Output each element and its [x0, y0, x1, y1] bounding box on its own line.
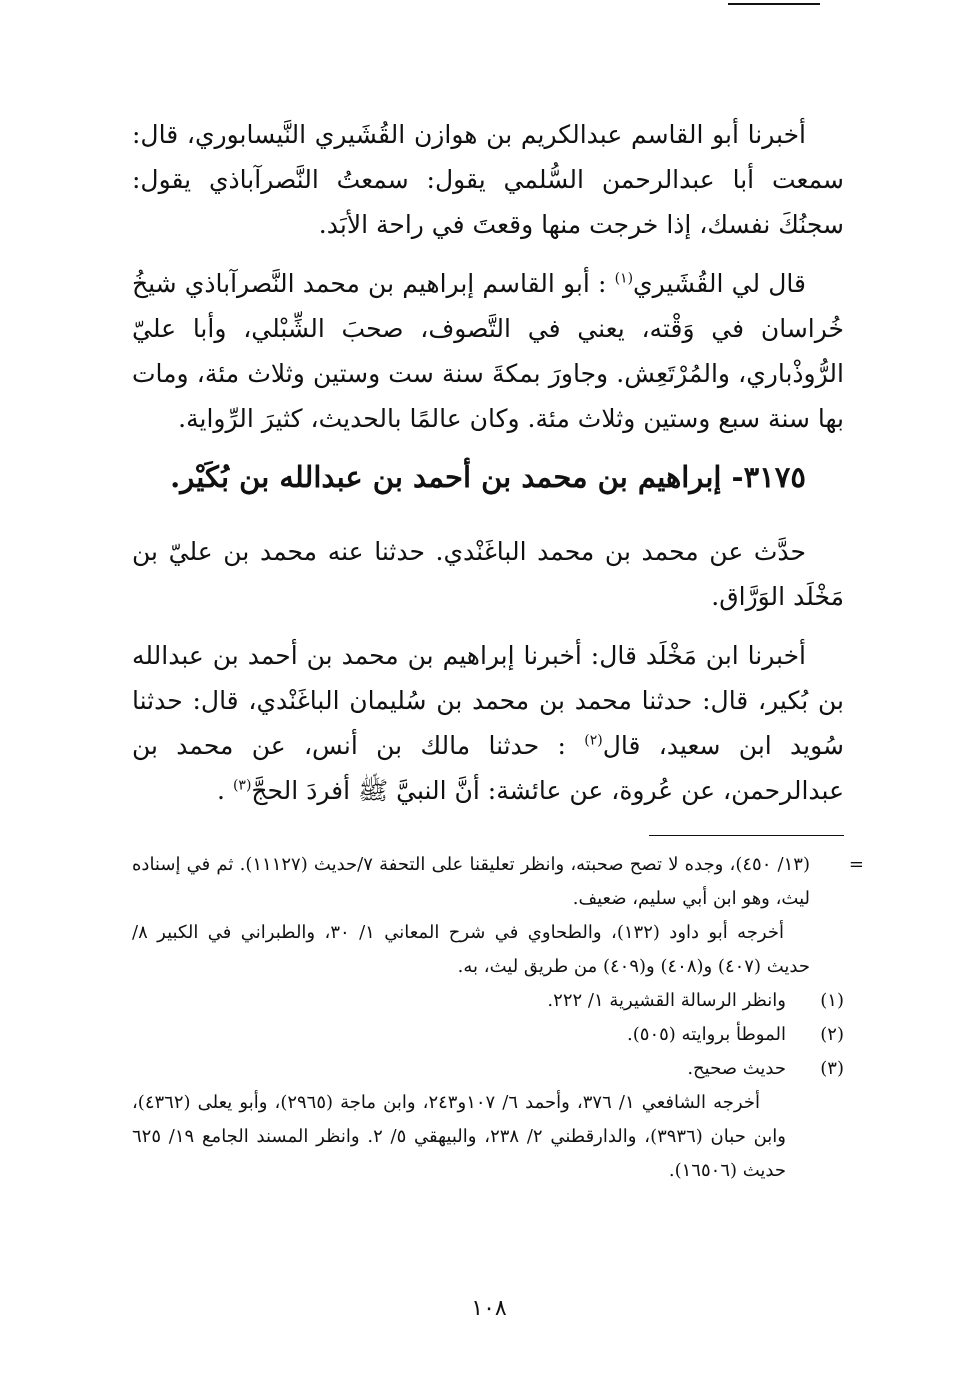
- paragraph-4: [132, 633, 844, 813]
- paragraph-1-text: أخبرنا أبو القاسم عبدالكريم بن هوازن القُشَيري النَّيسابوري، قال: سمعت أبا عبدالرحمن السُّلمي يقول: سمعتُ النَّصرآباذي يقول: سجنُكَ نفسك، إذا خرجت منها وقعتَ في راحة الأبَد.: [132, 120, 844, 239]
- footnote-continuation-2-text: أخرجه أبو داود (١٣٢)، والطحاوي في شرح المعاني ١/ ٣٠، والطبراني في الكبير ٨/ حديث (٤٠٧) و(٤٠٨) و(٤٠٩) من طريق ليث، به.: [132, 922, 810, 977]
- footnote-continuation-2: [132, 916, 844, 984]
- paragraph-4-end: .: [217, 776, 225, 805]
- page-number: ١٠٨: [471, 1296, 507, 1321]
- footnote-ref-1: (١): [614, 270, 634, 287]
- page-body: [132, 112, 864, 1188]
- paragraph-1: [132, 112, 844, 247]
- footnote-2-number: (٢): [820, 1024, 844, 1045]
- continuation-marker: =: [848, 854, 864, 875]
- footnote-1: [132, 984, 844, 1018]
- paragraph-2-text-a: قال لي القُشَيري: [633, 269, 806, 298]
- paragraph-3: [132, 529, 844, 619]
- footnote-2: [132, 1018, 844, 1052]
- footnote-3-text: حديث صحيح.: [687, 1058, 786, 1079]
- paragraph-2-text-b: : أبو القاسم إبراهيم بن محمد النَّصرآباذي شيخُ خُراسان في وَقْته، يعني في التَّصوف، صحبَ الشِّبْلي، وأبا عليّ الرُّوذْباري، والمُرْتَعِش. وجاورَ بمكةَ سنة ست وستين وثلاث مئة، ومات بها سنة سبع وستين وثلاث مئة. وكان عالمًا بالحديث، كثيرَ الرِّواية.: [132, 269, 844, 433]
- footnote-2-text: الموطأ بروايته (٥٠٥).: [627, 1024, 786, 1045]
- footnote-1-number: (١): [820, 990, 844, 1011]
- footnote-1-text: وانظر الرسالة القشيرية ١/ ٢٢٢.: [547, 990, 786, 1011]
- footnote-ref-3: (٣): [232, 777, 252, 794]
- top-rule: [728, 3, 820, 5]
- paragraph-4-text-b: : حدثنا مالك بن أنس، عن محمد بن عبدالرحمن، عن عُروة، عن عائشة: أنَّ النبيَّ ﷺ أفردَ الحجَّ: [132, 731, 844, 805]
- entry-heading: ٣١٧٥- إبراهيم بن محمد بن أحمد بن عبدالله بن بُكَيْر.: [170, 460, 806, 494]
- paragraph-4-text-a: أخبرنا ابن مَخْلَد قال: أخبرنا إبراهيم بن محمد بن أحمد بن عبدالله بن بُكير، قال: حدثنا محمد بن محمد بن سُليمان الباغَنْدي، قال: حدثنا سُويد ابن سعيد، قال: [132, 641, 844, 760]
- footnote-continuation-text: (١٣/ ٤٥٠)، وجده لا تصح صحبته، وانظر تعليقنا على التحفة ٧/حديث (١١١٢٧). ثم في إسناده ليث، وهو ابن أبي سليم، ضعيف.: [132, 854, 811, 909]
- footnote-3-detail-text: أخرجه الشافعي ١/ ٣٧٦، وأحمد ٦/ ١٠٧و٢٤٣، وابن ماجة (٢٩٦٥)، وأبو يعلى (٤٣٦٢)، وابن حبان (٣٩٣٦)، والدارقطني ٢/ ٢٣٨، والبيهقي ٥/ ٢. وانظر المسند الجامع ١٩/ ٦٢٥ حديث (١٦٥٠٦).: [132, 1092, 786, 1181]
- footnotes: [132, 848, 864, 1188]
- footnote-ref-2: (٢): [584, 732, 603, 749]
- footnote-separator: [649, 835, 844, 836]
- paragraph-2: [132, 261, 844, 441]
- footnote-3: [132, 1052, 844, 1086]
- footnote-3-detail: [132, 1086, 786, 1188]
- footnote-3-number: (٣): [820, 1058, 844, 1079]
- footnote-continuation: [132, 848, 864, 916]
- paragraph-3-text: حدَّث عن محمد بن محمد الباغَنْدي. حدثنا عنه محمد بن عليّ بن مَخْلَد الوَرَّاق.: [132, 537, 844, 611]
